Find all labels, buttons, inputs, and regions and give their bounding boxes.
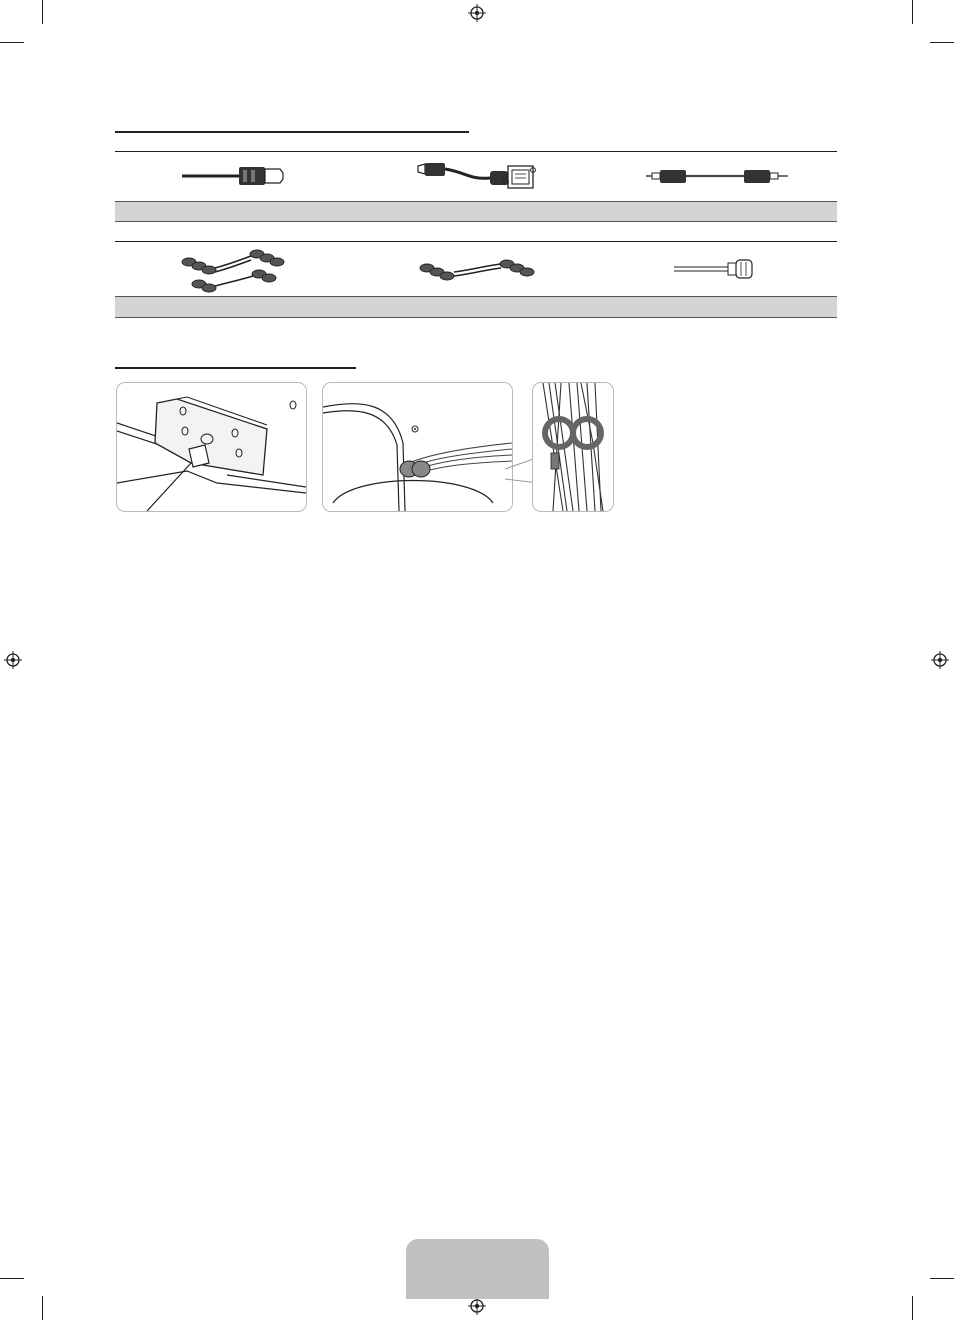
component-cable-icon	[115, 242, 355, 296]
registration-mark-icon	[931, 651, 949, 669]
registration-mark-icon	[4, 651, 22, 669]
crop-mark	[42, 0, 43, 24]
table-label-band	[115, 201, 837, 222]
illustration-panel	[322, 382, 513, 512]
table-cell	[596, 152, 837, 201]
registration-mark-icon	[468, 1297, 486, 1315]
table-cell	[115, 152, 355, 201]
crop-mark	[930, 1278, 954, 1279]
cables-through-holder-illustration	[323, 383, 512, 511]
crop-mark	[912, 0, 913, 24]
crop-mark	[912, 1296, 913, 1320]
table-cell	[355, 152, 596, 201]
illustration-panel	[532, 382, 614, 512]
page-number-tab	[406, 1239, 549, 1299]
crop-mark	[0, 42, 24, 43]
coaxial-antenna-cable-icon	[596, 242, 837, 296]
table-cell	[355, 242, 596, 296]
crop-mark	[930, 42, 954, 43]
hdmi-cable-icon	[115, 152, 355, 201]
stand-neck-holder-illustration	[117, 383, 306, 511]
crop-mark	[42, 1296, 43, 1320]
holder-closeup-illustration	[533, 383, 613, 511]
table-cell	[596, 242, 837, 296]
table-cell	[115, 242, 355, 296]
table-label-band	[115, 296, 837, 318]
stereo-audio-cable-icon	[596, 152, 837, 201]
section-heading-rule	[115, 131, 469, 133]
illustration-panel	[116, 382, 307, 512]
registration-mark-icon	[468, 4, 486, 22]
crop-mark	[0, 1278, 24, 1279]
composite-av-cable-icon	[355, 242, 596, 296]
section-heading-rule	[115, 367, 356, 369]
hdmi-to-dvi-cable-icon	[355, 152, 596, 201]
